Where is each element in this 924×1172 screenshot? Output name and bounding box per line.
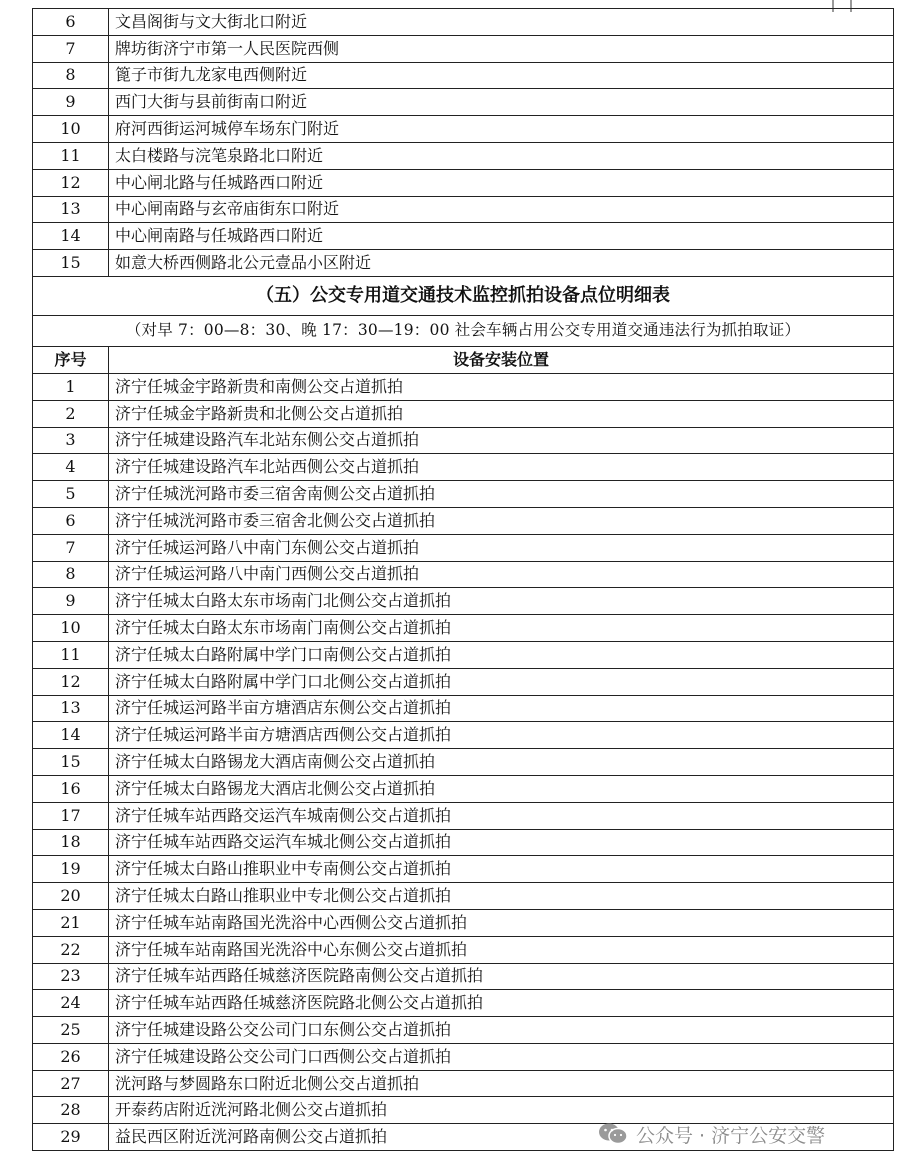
section-note: （对早 7：00—8：30、晚 17：30—19：00 社会车辆占用公交专用道交通违法行为抓拍取证） bbox=[33, 315, 894, 346]
row-location: 府河西街运河城停车场东门附近 bbox=[109, 116, 894, 143]
row-location: 中心闸南路与任城路西口附近 bbox=[109, 223, 894, 250]
row-number: 2 bbox=[33, 400, 109, 427]
watermark bbox=[598, 1120, 825, 1148]
row-location: 西门大街与县前街南口附近 bbox=[109, 89, 894, 116]
row-number: 15 bbox=[33, 250, 109, 277]
row-location: 文昌阁街与文大街北口附近 bbox=[109, 9, 894, 36]
row-location: 济宁任城运河路半亩方塘酒店西侧公交占道抓拍 bbox=[109, 722, 894, 749]
table-row bbox=[33, 936, 894, 963]
row-location: 济宁任城车站西路任城慈济医院路北侧公交占道抓拍 bbox=[109, 990, 894, 1017]
table-row bbox=[33, 196, 894, 223]
row-location: 太白楼路与浣笔泉路北口附近 bbox=[109, 142, 894, 169]
row-location: 如意大桥西侧路北公元壹品小区附近 bbox=[109, 250, 894, 277]
table-row bbox=[33, 802, 894, 829]
row-number: 21 bbox=[33, 909, 109, 936]
table-row bbox=[33, 400, 894, 427]
row-number: 7 bbox=[33, 534, 109, 561]
row-location: 中心闸南路与玄帝庙街东口附近 bbox=[109, 196, 894, 223]
row-number: 3 bbox=[33, 427, 109, 454]
row-location: 济宁任城洸河路市委三宿舍南侧公交占道抓拍 bbox=[109, 481, 894, 508]
row-location: 益民西区附近洸河路南侧公交占道抓拍 bbox=[109, 1124, 894, 1151]
row-location: 牌坊街济宁市第一人民医院西侧 bbox=[109, 35, 894, 62]
row-number: 14 bbox=[33, 722, 109, 749]
row-location: 济宁任城金宇路新贵和北侧公交占道抓拍 bbox=[109, 400, 894, 427]
table-row bbox=[33, 856, 894, 883]
row-number: 9 bbox=[33, 89, 109, 116]
row-number: 24 bbox=[33, 990, 109, 1017]
table-row bbox=[33, 722, 894, 749]
row-location: 中心闸北路与任城路西口附近 bbox=[109, 169, 894, 196]
row-number: 10 bbox=[33, 116, 109, 143]
row-number: 13 bbox=[33, 695, 109, 722]
row-number: 29 bbox=[33, 1124, 109, 1151]
row-location: 济宁任城车站南路国光洗浴中心西侧公交占道抓拍 bbox=[109, 909, 894, 936]
table-row bbox=[33, 615, 894, 642]
row-number: 6 bbox=[33, 507, 109, 534]
table-row bbox=[33, 668, 894, 695]
row-location: 济宁任城太白路山推职业中专南侧公交占道抓拍 bbox=[109, 856, 894, 883]
row-location: 济宁任城太白路山推职业中专北侧公交占道抓拍 bbox=[109, 883, 894, 910]
row-number: 15 bbox=[33, 749, 109, 776]
table-row bbox=[33, 373, 894, 400]
row-number: 17 bbox=[33, 802, 109, 829]
table-row bbox=[33, 561, 894, 588]
wechat-icon bbox=[598, 1122, 628, 1146]
row-number: 5 bbox=[33, 481, 109, 508]
row-location: 济宁任城运河路半亩方塘酒店东侧公交占道抓拍 bbox=[109, 695, 894, 722]
row-location: 济宁任城金宇路新贵和南侧公交占道抓拍 bbox=[109, 373, 894, 400]
row-number: 27 bbox=[33, 1070, 109, 1097]
row-number: 18 bbox=[33, 829, 109, 856]
row-location: 济宁任城太白路附属中学门口北侧公交占道抓拍 bbox=[109, 668, 894, 695]
row-number: 8 bbox=[33, 62, 109, 89]
row-location: 济宁任城太白路太东市场南门北侧公交占道抓拍 bbox=[109, 588, 894, 615]
table-row bbox=[33, 775, 894, 802]
row-location: 济宁任城车站西路交运汽车城南侧公交占道抓拍 bbox=[109, 802, 894, 829]
row-location: 济宁任城运河路八中南门西侧公交占道抓拍 bbox=[109, 561, 894, 588]
table-row bbox=[33, 1017, 894, 1044]
row-location: 济宁任城车站西路交运汽车城北侧公交占道抓拍 bbox=[109, 829, 894, 856]
row-number: 4 bbox=[33, 454, 109, 481]
row-number: 19 bbox=[33, 856, 109, 883]
table-row bbox=[33, 142, 894, 169]
table-row bbox=[33, 454, 894, 481]
row-location: 篦子市街九龙家电西侧附近 bbox=[109, 62, 894, 89]
row-number: 25 bbox=[33, 1017, 109, 1044]
table-row bbox=[33, 1070, 894, 1097]
table-row bbox=[33, 507, 894, 534]
table-row bbox=[33, 427, 894, 454]
row-number: 12 bbox=[33, 169, 109, 196]
table-row bbox=[33, 1043, 894, 1070]
row-number: 11 bbox=[33, 142, 109, 169]
section-title-row bbox=[33, 276, 894, 315]
table-row bbox=[33, 829, 894, 856]
watermark-text: 公众号 · 济宁公安交警 bbox=[636, 1124, 826, 1147]
table-row bbox=[33, 89, 894, 116]
table-row bbox=[33, 481, 894, 508]
row-number: 6 bbox=[33, 9, 109, 36]
table-row bbox=[33, 223, 894, 250]
row-number: 22 bbox=[33, 936, 109, 963]
row-location: 济宁任城建设路公交公司门口西侧公交占道抓拍 bbox=[109, 1043, 894, 1070]
table-row bbox=[33, 35, 894, 62]
row-location: 开泰药店附近洸河路北侧公交占道抓拍 bbox=[109, 1097, 894, 1124]
table-row bbox=[33, 116, 894, 143]
row-location: 济宁任城建设路汽车北站东侧公交占道抓拍 bbox=[109, 427, 894, 454]
row-number: 23 bbox=[33, 963, 109, 990]
header-location: 设备安装位置 bbox=[109, 346, 894, 373]
table-row bbox=[33, 9, 894, 36]
section-title: （五）公交专用道交通技术监控抓拍设备点位明细表 bbox=[33, 276, 894, 315]
row-number: 10 bbox=[33, 615, 109, 642]
row-number: 9 bbox=[33, 588, 109, 615]
section-note-row bbox=[33, 315, 894, 346]
row-number: 26 bbox=[33, 1043, 109, 1070]
table-row bbox=[33, 883, 894, 910]
camera-location-table bbox=[32, 8, 894, 1151]
table-section-five bbox=[33, 276, 894, 373]
row-location: 济宁任城洸河路市委三宿舍北侧公交占道抓拍 bbox=[109, 507, 894, 534]
table-row bbox=[33, 909, 894, 936]
table-row bbox=[33, 588, 894, 615]
row-location: 济宁任城太白路锡龙大酒店北侧公交占道抓拍 bbox=[109, 775, 894, 802]
row-number: 16 bbox=[33, 775, 109, 802]
table-row bbox=[33, 534, 894, 561]
row-location: 济宁任城车站南路国光洗浴中心东侧公交占道抓拍 bbox=[109, 936, 894, 963]
row-location: 济宁任城建设路公交公司门口东侧公交占道抓拍 bbox=[109, 1017, 894, 1044]
row-location: 济宁任城建设路汽车北站西侧公交占道抓拍 bbox=[109, 454, 894, 481]
table-section-top bbox=[33, 9, 894, 277]
row-location: 济宁任城太白路附属中学门口南侧公交占道抓拍 bbox=[109, 641, 894, 668]
row-location: 济宁任城太白路锡龙大酒店南侧公交占道抓拍 bbox=[109, 749, 894, 776]
row-number: 1 bbox=[33, 373, 109, 400]
row-location: 济宁任城太白路太东市场南门南侧公交占道抓拍 bbox=[109, 615, 894, 642]
row-number: 13 bbox=[33, 196, 109, 223]
row-number: 14 bbox=[33, 223, 109, 250]
table-section-bus-lane bbox=[33, 373, 894, 1150]
row-location: 洸河路与梦圆路东口附近北侧公交占道抓拍 bbox=[109, 1070, 894, 1097]
table-row bbox=[33, 990, 894, 1017]
table-row bbox=[33, 641, 894, 668]
row-number: 12 bbox=[33, 668, 109, 695]
row-location: 济宁任城运河路八中南门东侧公交占道抓拍 bbox=[109, 534, 894, 561]
table-row bbox=[33, 169, 894, 196]
table-header-row bbox=[33, 346, 894, 373]
row-location: 济宁任城车站西路任城慈济医院路南侧公交占道抓拍 bbox=[109, 963, 894, 990]
header-number: 序号 bbox=[33, 346, 109, 373]
row-number: 20 bbox=[33, 883, 109, 910]
row-number: 8 bbox=[33, 561, 109, 588]
table-row bbox=[33, 749, 894, 776]
table-row bbox=[33, 62, 894, 89]
row-number: 7 bbox=[33, 35, 109, 62]
row-number: 11 bbox=[33, 641, 109, 668]
row-number: 28 bbox=[33, 1097, 109, 1124]
table-row bbox=[33, 250, 894, 277]
table-row bbox=[33, 963, 894, 990]
table-row bbox=[33, 695, 894, 722]
